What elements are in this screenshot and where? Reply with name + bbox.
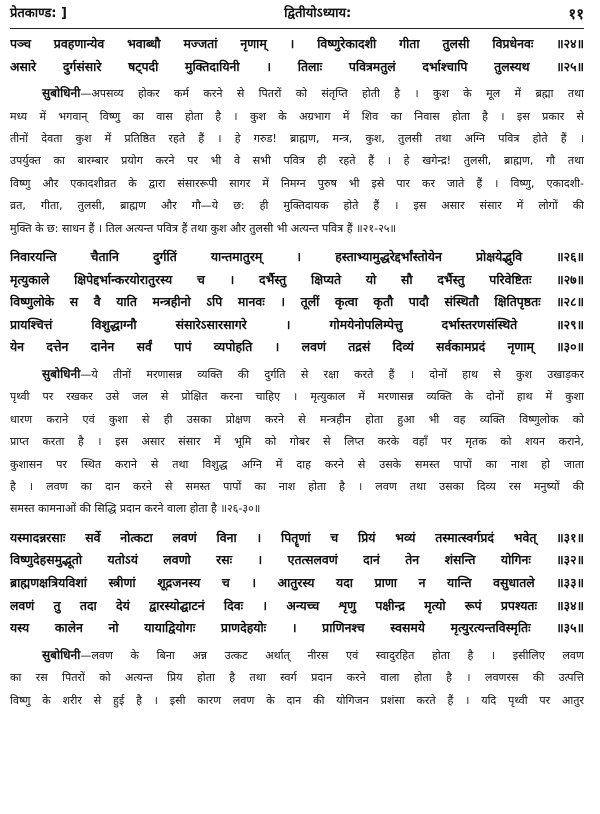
header-chapter-title: द्वितीयोऽध्याय: [284,6,352,21]
commentary-text: कुशासन पर स्थित कराने से तथा विशुद्ध अग्नि में दाह करने से उसके समस्त पापों का नाश हो जाता [10,457,584,471]
commentary-3 [10,644,584,712]
verse-line: ब्राह्मणक्षत्रियविशां स्त्रीणां शूद्रजनस्य च । आतुरस्य यदा प्राणा न यान्ति वसुधातले ॥३३॥ [10,575,584,591]
verse-block-1 [10,33,584,78]
commentary-label: सुबोधिनी [42,367,81,381]
commentary-text: प्राप्त करता है । इस असार संसार में भूमि को गोबर से लिप्त करके वहाँ पर मृतक को शयन कराने, [10,435,584,449]
verse-line: येन दत्तेन दानेन सर्वं पापं व्यपोहति । लवणं तद्रसं दिव्यं सर्वकामप्रदं नृणाम् ॥३०॥ [10,339,584,355]
commentary-text: विष्णु और एकादशीव्रत के द्वारा संसाररूपी सागर में निमग्न पुरुष भी इसे पार कर जाते हैं । विष्णु, एकादशी- [10,176,584,190]
verse-line: असारे दुर्गसंसारे षट्पदी मुक्तिदायिनी । तिलाः पवित्रमतुलं दर्भाश्चापि तुलस्यथ ॥२५॥ [10,58,584,74]
commentary-2 [10,363,584,521]
header-section-title: प्रेतकाण्ड: ] [10,6,67,21]
commentary-text: समस्त कामनाओं की सिद्धि प्रदान करने वाला होता है ॥२६-३०॥ [10,502,261,516]
commentary-text: —ये तीनों मरणासन्न व्यक्ति की दुर्गति से रक्षा करते हैं । दोनों हाथ से कुश उखाड़कर [80,368,584,381]
commentary-text: मध्य में भगवान् विष्णु का वास होता है । कुश के अग्रभाग में शिव का निवास होता है । इस प्रकार से [10,109,584,123]
commentary-text: उपर्युक्त का बारम्बार प्रयोग करने पर भी वे सभी पवित्र ही रहते हैं । हे खगेन्द्र! तुलसी, ब्राह्मण, गौ तथा [10,154,584,168]
page-number: ११ [568,5,584,23]
commentary-text: का रस पितरों को अत्यन्त प्रिय होता है तथा स्वर्ग प्रदान करने वाला होता है । लवणरस की उत्पत्ति [10,671,584,685]
commentary-text: धारण कराने एवं कुशा से ही उसका प्रोक्षण करने से मन्त्रहीन होता हुआ भी वह व्यक्ति विष्णुलोक को [10,412,584,426]
verse-line: विष्णुदेहसमुद्भूतो यतोऽयं लवणो रसः । एतत्सलवणं दानं तेन शंसन्ति योगिनः ॥३२॥ [10,552,584,568]
commentary-text: विष्णु के शरीर से हुई है । इसी कारण लवण के दान की योगिजन प्रशंसा करते हैं । यदि पृथ्वी पर आतुर [10,693,584,707]
commentary-text: है । लवण का दान करने से समस्त पापों का नाश होता है । लवण तथा उसका दिव्य रस मनुष्यों की [10,480,584,494]
commentary-text: —लवण के बिना अन्न उत्कट अर्थात् नीरस एवं स्वादुरहित होता है । इसीलिए लवण [80,648,584,662]
verse-line: पञ्च प्रवहणान्येव भवाब्धौ मज्जतां नृणाम् । विष्णुरेकादशी गीता तुलसी विप्रधेनवः ॥२४॥ [10,36,584,51]
header-rule [10,28,584,29]
verse-block-2 [10,246,584,359]
verse-line: विष्णुलोके स वै याति मन्त्रहीनो ऽपि मानवः । तूलीं कृत्वा कृतौ पादौ संस्थितौ क्षितिपृष्ठतः ॥२८॥ [10,294,584,310]
commentary-text: मुक्ति के छ: साधन हैं । तिल अत्यन्त पवित्र हैं तथा कुश और तुलसी भी अत्यन्त पवित्र हैं ॥२१-२५॥ [10,221,397,235]
page-header [10,4,584,28]
verse-block-3 [10,527,584,640]
commentary-label: सुबोधिनी [42,647,81,662]
verse-line: लवणं तु तदा देयं द्वारस्योद्घाटनं दिवः । अन्यच्च शृणु पक्षीन्द्र मृत्यो रूपं प्रपश्यतः ॥३४॥ [10,597,584,613]
verse-line: मृत्युकाले क्षिपेद्दर्भान्करयोरातुरस्य च । दर्भैस्तु क्षिप्यते यो सौ दर्भैस्तु परिवेष्टितः ॥२७॥ [10,271,584,287]
commentary-text: —अपसव्य होकर कर्म करने से पितरों को संतृप्ति होती है । कुश के मूल में ब्रह्मा तथा [80,87,584,101]
commentary-text: पृथ्वी पर रखकर उसे जल से प्रोक्षित करना चाहिए । मृत्युकाल में मरणासन्न व्यक्ति के दोनों हाथ में कुशा [10,390,584,404]
verse-line: यस्य कालेन नो यायाद्वियोगः प्राणदेहयोः । प्राणिनश्च स्वसमये मृत्युरत्यन्तविस्मृतिः ॥३५॥ [10,620,584,636]
commentary-1 [10,82,584,240]
verse-line: यस्मादन्नरसाः सर्वे नोत्कटा लवणं विना । पितॄणां च प्रियं भव्यं तस्मात्स्वर्गप्रदं भवेत् ॥३१॥ [10,529,584,545]
verse-line: प्रायश्चित्तं विशुद्धाग्नौ संसारेऽसारसागरे । गोमयेनोपलिम्पेत्तु दर्भास्तरणसंस्थिते ॥२९॥ [10,316,584,332]
verse-line: निवारयन्ति चैतानि दुर्गतिं यान्तमातुरम् । हस्ताभ्यामुद्धरेद्दर्भांस्तोयेन प्रोक्षयेद्भुवि ॥२६॥ [10,249,584,265]
commentary-text: व्रत, गीता, तुलसी, ब्राह्मण और गौ—ये छ: ही मुक्तिदायक होते हैं । इस असार संसार में लोगों की [10,199,584,213]
commentary-text: तीनों देवता कुश में प्रतिष्ठित रहते हैं । हे गरुड! ब्राह्मण, मन्त्र, कुश, तुलसी तथा अग्नि पवित्र होते हैं । [10,132,584,145]
commentary-label: सुबोधिनी [42,86,81,101]
